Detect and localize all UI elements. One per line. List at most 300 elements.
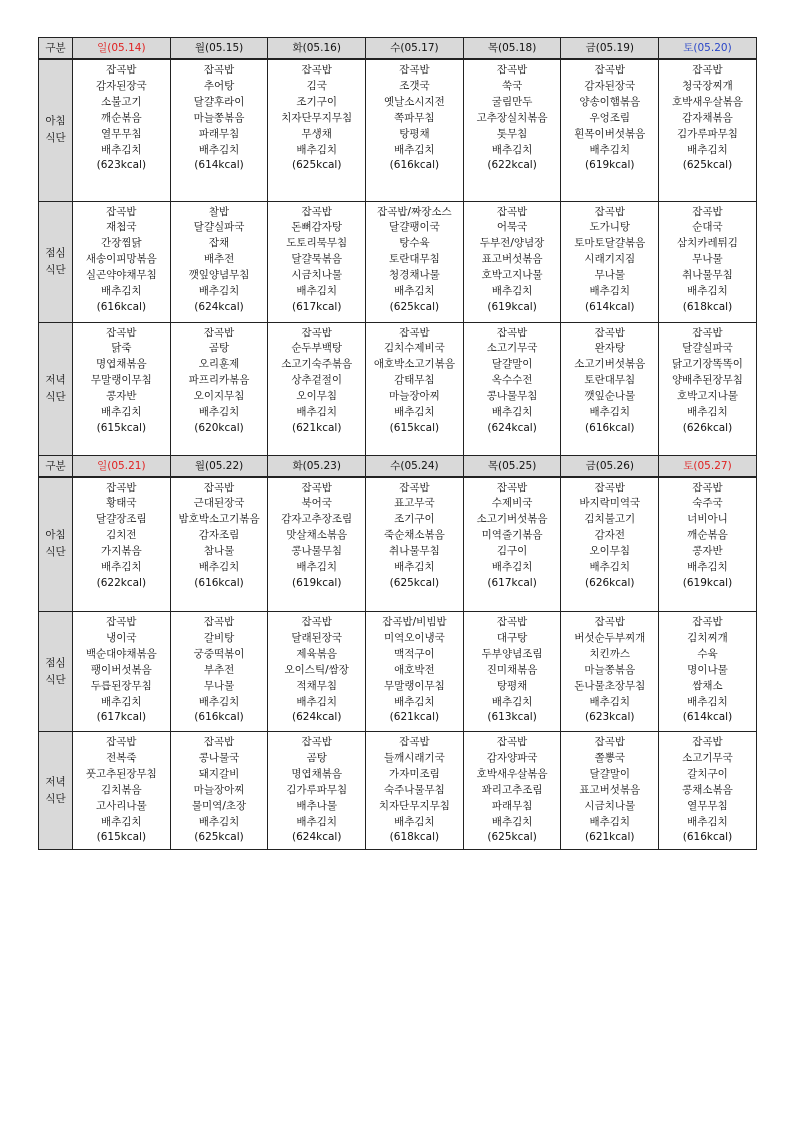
menu-item: 잡곡밥 bbox=[203, 64, 235, 76]
menu-item: 잡곡밥 bbox=[692, 326, 723, 339]
menu-cell bbox=[463, 477, 561, 612]
meal-label-text: 저녁 bbox=[45, 775, 66, 788]
day-header: 월(05.15) bbox=[170, 38, 268, 60]
menu-item: 냉이국 bbox=[106, 631, 137, 644]
menu-item: 깨순볶음 bbox=[687, 529, 728, 542]
calorie-value: (618kcal) bbox=[682, 300, 733, 313]
calorie-value: (621kcal) bbox=[389, 711, 440, 724]
menu-item: 옥수수전 bbox=[491, 374, 533, 387]
menu-item: 갈치구이 bbox=[687, 767, 728, 780]
calorie-value: (622kcal) bbox=[96, 576, 147, 589]
menu-cell bbox=[561, 59, 659, 201]
calorie-value: (616kcal) bbox=[585, 421, 635, 434]
calorie-value: (621kcal) bbox=[585, 831, 635, 844]
menu-item: 명이나물 bbox=[687, 663, 728, 676]
menu-item: 무나물 bbox=[203, 679, 235, 692]
menu-item: 잡채 bbox=[208, 237, 230, 250]
menu-item: 애호박전 bbox=[394, 663, 435, 676]
menu-item: 명엽채볶음 bbox=[291, 767, 343, 780]
menu-item: 김치불고기 bbox=[584, 513, 636, 526]
calorie-value: (624kcal) bbox=[487, 421, 537, 434]
menu-item: 돈뼈감자탕 bbox=[291, 221, 343, 234]
menu-item: 잡곡밥 bbox=[594, 616, 625, 628]
calorie-value: (619kcal) bbox=[487, 300, 537, 313]
menu-item: 배추김치 bbox=[687, 406, 728, 419]
menu-item: 배추김치 bbox=[101, 815, 142, 828]
header-label: 구분 bbox=[39, 38, 73, 60]
menu-cell bbox=[561, 322, 659, 455]
menu-item: 표고무국 bbox=[394, 497, 435, 510]
menu-item: 꽈리고추조림 bbox=[481, 783, 543, 796]
menu-item: 배추김치 bbox=[589, 406, 631, 419]
calorie-value: (614kcal) bbox=[585, 300, 635, 313]
meal-row bbox=[39, 612, 757, 732]
meal-row bbox=[39, 201, 757, 322]
menu-item: 치자단무지무침 bbox=[281, 111, 353, 124]
menu-cell bbox=[463, 732, 561, 850]
menu-item: 실곤약야채무침 bbox=[85, 269, 157, 282]
menu-item: 쪽파무침 bbox=[394, 111, 435, 124]
menu-item: 탕평채 bbox=[399, 127, 430, 140]
menu-cell bbox=[366, 477, 464, 612]
menu-cell bbox=[73, 201, 171, 322]
menu-item: 소고기버섯볶음 bbox=[574, 358, 646, 371]
menu-item: 김국 bbox=[306, 79, 327, 92]
calorie-value: (615kcal) bbox=[389, 421, 440, 434]
menu-item: 쌈채소 bbox=[692, 679, 723, 692]
menu-item: 배추김치 bbox=[296, 406, 337, 419]
calorie-value: (615kcal) bbox=[96, 421, 147, 434]
menu-cell bbox=[170, 201, 268, 322]
menu-item: 취나물무침 bbox=[682, 269, 733, 282]
menu-item: 닭고기장똑똑이 bbox=[671, 358, 743, 371]
menu-item: 두릅된장무침 bbox=[90, 679, 152, 692]
menu-item: 들깨시래기국 bbox=[383, 751, 445, 764]
calorie-value: (623kcal) bbox=[96, 159, 147, 172]
calorie-value: (617kcal) bbox=[487, 576, 537, 589]
menu-item: 배추김치 bbox=[491, 815, 533, 828]
menu-cell bbox=[366, 201, 464, 322]
menu-item: 수제비국 bbox=[491, 497, 533, 510]
menu-item: 배추김치 bbox=[491, 695, 533, 708]
meal-plan-body bbox=[39, 38, 757, 850]
menu-item: 소고기숙주볶음 bbox=[281, 358, 353, 371]
menu-item: 진미채볶음 bbox=[486, 663, 538, 676]
menu-item: 김치수제비국 bbox=[383, 342, 445, 355]
meal-row bbox=[39, 322, 757, 455]
menu-item: 참나물 bbox=[203, 545, 235, 558]
menu-item: 잡곡밥 bbox=[692, 616, 723, 628]
menu-item: 바지락미역국 bbox=[579, 497, 641, 510]
menu-item: 오리훈제 bbox=[198, 358, 240, 371]
menu-item: 잡곡밥 bbox=[203, 616, 235, 628]
menu-item: 고추장실치볶음 bbox=[476, 111, 548, 124]
menu-item: 감자된장국 bbox=[584, 79, 636, 92]
menu-item: 콩자반 bbox=[106, 390, 137, 403]
calorie-value: (620kcal) bbox=[194, 421, 244, 434]
menu-item: 조기구이 bbox=[296, 95, 337, 108]
menu-item: 곰탕 bbox=[208, 342, 230, 355]
menu-item: 잡곡밥 bbox=[692, 64, 723, 76]
menu-item: 버섯순두부찌개 bbox=[574, 631, 646, 644]
menu-item: 배추김치 bbox=[101, 695, 142, 708]
calorie-value: (614kcal) bbox=[194, 159, 244, 172]
menu-item: 대구탕 bbox=[496, 631, 528, 644]
day-header: 일(05.21) bbox=[73, 455, 171, 477]
menu-cell bbox=[73, 322, 171, 455]
calorie-value: (625kcal) bbox=[389, 576, 440, 589]
menu-item: 잡곡밥 bbox=[106, 481, 137, 494]
menu-cell bbox=[463, 322, 561, 455]
menu-item: 달래된장국 bbox=[291, 631, 343, 644]
menu-item: 잡곡밥 bbox=[106, 205, 137, 218]
menu-item: 배추김치 bbox=[491, 406, 533, 419]
menu-item: 배추김치 bbox=[198, 143, 240, 156]
menu-item: 배추김치 bbox=[198, 695, 240, 708]
menu-item: 배추김치 bbox=[589, 561, 631, 574]
menu-item: 시래기지짐 bbox=[584, 253, 636, 266]
menu-item: 곰탕 bbox=[306, 751, 327, 764]
menu-item: 맥적구이 bbox=[394, 647, 435, 660]
menu-item: 호박새우살볶음 bbox=[671, 95, 743, 108]
meal-label-text: 식단 bbox=[45, 792, 66, 805]
menu-item: 두부전/양념장 bbox=[479, 237, 545, 250]
menu-item: 달걀팽이국 bbox=[389, 221, 440, 234]
menu-item: 달걀묵볶음 bbox=[291, 253, 343, 266]
day-header: 토(05.27) bbox=[659, 455, 757, 477]
menu-item: 잡곡밥 bbox=[106, 616, 137, 628]
meal-row bbox=[39, 59, 757, 201]
meal-row bbox=[39, 477, 757, 612]
menu-item: 가자미조림 bbox=[389, 767, 440, 780]
menu-item: 잡곡밥 bbox=[692, 481, 723, 494]
menu-item: 백순대야채볶음 bbox=[85, 647, 157, 660]
menu-item: 잡곡밥 bbox=[496, 205, 528, 218]
calorie-value: (621kcal) bbox=[291, 421, 342, 434]
menu-cell bbox=[659, 322, 757, 455]
menu-item: 마늘장아찌 bbox=[193, 783, 245, 796]
menu-item: 궁중떡볶이 bbox=[193, 647, 245, 660]
menu-item: 간장찜닭 bbox=[101, 237, 142, 250]
menu-cell bbox=[170, 732, 268, 850]
meal-label bbox=[39, 612, 73, 732]
menu-item: 재첩국 bbox=[106, 221, 137, 234]
menu-cell bbox=[366, 612, 464, 732]
menu-item: 표고버섯볶음 bbox=[481, 253, 543, 266]
menu-cell bbox=[561, 477, 659, 612]
menu-item: 미역줄기볶음 bbox=[481, 529, 543, 542]
menu-item: 청국장찌개 bbox=[682, 79, 733, 92]
meal-label-text: 식단 bbox=[45, 132, 66, 145]
menu-item: 배추김치 bbox=[687, 561, 728, 574]
calorie-value: (622kcal) bbox=[487, 159, 537, 172]
menu-cell bbox=[73, 59, 171, 201]
day-header: 수(05.24) bbox=[366, 455, 464, 477]
menu-cell bbox=[659, 201, 757, 322]
menu-item: 배추김치 bbox=[296, 815, 337, 828]
menu-item: 오이무침 bbox=[589, 545, 631, 558]
calorie-value: (617kcal) bbox=[96, 711, 147, 724]
menu-item: 배추김치 bbox=[491, 561, 533, 574]
calorie-value: (624kcal) bbox=[291, 831, 342, 844]
menu-item: 맛살채소볶음 bbox=[286, 529, 348, 542]
menu-item: 달걀말이 bbox=[589, 767, 631, 780]
menu-item: 팽이버섯볶음 bbox=[90, 663, 152, 676]
menu-item: 치자단무지무침 bbox=[378, 799, 450, 812]
calorie-value: (626kcal) bbox=[585, 576, 635, 589]
meal-label-text: 식단 bbox=[45, 390, 66, 403]
menu-item: 배추김치 bbox=[296, 285, 337, 298]
menu-item: 김가루파무침 bbox=[677, 127, 738, 140]
menu-item: 잡곡밥 bbox=[399, 481, 430, 494]
menu-item: 순대국 bbox=[692, 221, 723, 234]
menu-item: 소고기버섯볶음 bbox=[476, 513, 548, 526]
menu-item: 풋고추된장무침 bbox=[85, 767, 157, 780]
menu-item: 우엉조림 bbox=[589, 111, 631, 124]
calorie-value: (613kcal) bbox=[487, 711, 537, 724]
menu-item: 배추김치 bbox=[687, 285, 728, 298]
menu-item: 애호박소고기볶음 bbox=[373, 358, 455, 371]
menu-cell bbox=[463, 612, 561, 732]
menu-item: 쫄뽕국 bbox=[594, 751, 625, 764]
menu-item: 닭죽 bbox=[111, 342, 132, 355]
menu-item: 황태국 bbox=[106, 497, 137, 510]
menu-item: 잡곡밥 bbox=[301, 326, 332, 339]
menu-cell bbox=[463, 59, 561, 201]
menu-item: 쑥국 bbox=[501, 79, 523, 92]
header-row bbox=[39, 38, 757, 60]
menu-item: 돈나물초장무침 bbox=[574, 679, 646, 692]
menu-cell bbox=[561, 732, 659, 850]
menu-item: 잡곡밥 bbox=[399, 736, 430, 748]
menu-item: 잡곡밥/비빔밥 bbox=[382, 616, 447, 628]
menu-cell bbox=[268, 477, 366, 612]
menu-item: 깻잎양념무침 bbox=[188, 269, 250, 282]
menu-item: 치킨까스 bbox=[589, 647, 631, 660]
menu-cell bbox=[73, 732, 171, 850]
menu-item: 무나물 bbox=[594, 269, 625, 282]
calorie-value: (619kcal) bbox=[682, 576, 733, 589]
menu-item: 감자조림 bbox=[198, 529, 240, 542]
menu-item: 배추전 bbox=[203, 253, 235, 266]
menu-item: 표고버섯볶음 bbox=[579, 783, 641, 796]
menu-item: 추어탕 bbox=[203, 79, 235, 92]
menu-item: 잡곡밥 bbox=[106, 64, 137, 76]
day-header: 화(05.16) bbox=[268, 38, 366, 60]
menu-item: 콩나물무침 bbox=[291, 545, 343, 558]
meal-label-text: 점심 bbox=[45, 246, 66, 259]
calorie-value: (616kcal) bbox=[389, 159, 440, 172]
menu-cell bbox=[561, 612, 659, 732]
day-header: 토(05.20) bbox=[659, 38, 757, 60]
menu-item: 밤호박소고기볶음 bbox=[178, 513, 260, 526]
menu-item: 잡곡밥 bbox=[496, 481, 528, 494]
calorie-value: (625kcal) bbox=[291, 159, 342, 172]
calorie-value: (616kcal) bbox=[194, 711, 244, 724]
menu-item: 호박고지나물 bbox=[677, 390, 738, 403]
meal-label bbox=[39, 732, 73, 850]
menu-item: 파프리카볶음 bbox=[188, 374, 250, 387]
menu-item: 도가니탕 bbox=[589, 221, 631, 234]
menu-item: 굴림만두 bbox=[491, 95, 533, 108]
menu-item: 깨순볶음 bbox=[101, 111, 142, 124]
menu-item: 배추김치 bbox=[296, 695, 337, 708]
menu-item: 취나물무침 bbox=[389, 545, 440, 558]
menu-item: 두부양념조림 bbox=[481, 647, 543, 660]
menu-item: 배추김치 bbox=[101, 143, 142, 156]
calorie-value: (625kcal) bbox=[682, 159, 733, 172]
menu-item: 어묵국 bbox=[496, 221, 528, 234]
meal-label-text: 식단 bbox=[45, 263, 66, 276]
day-header: 금(05.26) bbox=[561, 455, 659, 477]
day-header: 화(05.23) bbox=[268, 455, 366, 477]
menu-item: 톳무침 bbox=[496, 127, 528, 140]
calorie-value: (614kcal) bbox=[682, 711, 733, 724]
menu-item: 흰목이버섯볶음 bbox=[574, 127, 646, 140]
menu-item: 탕평채 bbox=[496, 679, 528, 692]
calorie-value: (625kcal) bbox=[487, 831, 537, 844]
menu-item: 잡곡밥 bbox=[594, 326, 625, 339]
calorie-value: (624kcal) bbox=[291, 711, 342, 724]
menu-item: 배추김치 bbox=[394, 695, 435, 708]
menu-item: 열무무침 bbox=[687, 799, 728, 812]
day-header: 월(05.22) bbox=[170, 455, 268, 477]
menu-item: 도토리묵무침 bbox=[286, 237, 348, 250]
menu-item: 감자양파국 bbox=[486, 751, 538, 764]
menu-item: 배추김치 bbox=[589, 815, 631, 828]
menu-item: 잡곡밥 bbox=[203, 481, 235, 494]
calorie-value: (619kcal) bbox=[585, 159, 635, 172]
menu-item: 잡곡밥 bbox=[594, 64, 625, 76]
menu-cell bbox=[659, 612, 757, 732]
calorie-value: (625kcal) bbox=[389, 300, 440, 313]
menu-item: 완자탕 bbox=[594, 342, 625, 355]
menu-item: 김치볶음 bbox=[101, 783, 142, 796]
menu-cell bbox=[463, 201, 561, 322]
menu-item: 김치전 bbox=[106, 529, 137, 542]
meal-plan-table bbox=[38, 37, 757, 850]
header-label: 구분 bbox=[39, 455, 73, 477]
menu-item: 토란대무침 bbox=[389, 253, 440, 266]
menu-item: 북어국 bbox=[301, 497, 332, 510]
menu-item: 마늘쫑볶음 bbox=[584, 663, 636, 676]
menu-item: 파래무침 bbox=[198, 127, 240, 140]
menu-item: 열무무침 bbox=[101, 127, 142, 140]
menu-cell bbox=[659, 59, 757, 201]
menu-item: 잡곡밥 bbox=[399, 326, 430, 339]
menu-item: 잡곡밥/짜장소스 bbox=[377, 205, 452, 218]
day-header: 일(05.14) bbox=[73, 38, 171, 60]
menu-item: 수육 bbox=[697, 647, 718, 660]
menu-item: 잡곡밥 bbox=[301, 205, 332, 218]
menu-item: 갈비탕 bbox=[203, 631, 235, 644]
menu-item: 배추김치 bbox=[101, 561, 142, 574]
menu-item: 콩자반 bbox=[692, 545, 723, 558]
menu-cell bbox=[561, 201, 659, 322]
menu-item: 청경채나물 bbox=[389, 269, 440, 282]
meal-label bbox=[39, 322, 73, 455]
menu-item: 오이스틱/쌈장 bbox=[284, 663, 349, 676]
meal-label-text: 식단 bbox=[45, 673, 66, 686]
menu-item: 콩나물무침 bbox=[486, 390, 538, 403]
menu-item: 잡곡밥 bbox=[594, 205, 625, 218]
menu-item: 마늘장아찌 bbox=[389, 390, 440, 403]
menu-item: 찰밥 bbox=[208, 205, 230, 218]
menu-cell bbox=[170, 477, 268, 612]
menu-item: 달걀후라이 bbox=[193, 95, 245, 108]
menu-cell bbox=[268, 59, 366, 201]
meal-label bbox=[39, 201, 73, 322]
menu-item: 잡곡밥 bbox=[496, 64, 528, 76]
menu-item: 상추겉절이 bbox=[291, 374, 343, 387]
menu-item: 배추김치 bbox=[394, 143, 435, 156]
menu-item: 소고기무국 bbox=[682, 751, 733, 764]
menu-item: 감자고추장조림 bbox=[281, 513, 353, 526]
menu-item: 달걀실파국 bbox=[682, 342, 733, 355]
menu-item: 조갯국 bbox=[399, 79, 430, 92]
menu-item: 돼지갈비 bbox=[198, 767, 240, 780]
menu-item: 양배추된장무침 bbox=[671, 374, 743, 387]
menu-item: 소불고기 bbox=[101, 95, 142, 108]
menu-item: 콩채소볶음 bbox=[682, 783, 733, 796]
menu-item: 명엽채볶음 bbox=[95, 358, 147, 371]
menu-item: 김가루파무침 bbox=[286, 783, 348, 796]
calorie-value: (624kcal) bbox=[194, 300, 244, 313]
menu-item: 감자된장국 bbox=[95, 79, 147, 92]
menu-item: 시금치나물 bbox=[291, 269, 343, 282]
menu-item: 배추김치 bbox=[589, 285, 631, 298]
menu-item: 호박고지나물 bbox=[481, 269, 543, 282]
menu-item: 잡곡밥 bbox=[399, 64, 430, 76]
meal-row bbox=[39, 732, 757, 850]
menu-item: 배추김치 bbox=[491, 285, 533, 298]
meal-label bbox=[39, 59, 73, 201]
menu-item: 감자채볶음 bbox=[682, 111, 733, 124]
menu-item: 잡곡밥 bbox=[301, 616, 332, 628]
menu-item: 무생채 bbox=[301, 127, 332, 140]
calorie-value: (616kcal) bbox=[96, 300, 147, 313]
menu-item: 달걀장조림 bbox=[95, 513, 147, 526]
calorie-value: (616kcal) bbox=[194, 576, 244, 589]
menu-item: 오이지무침 bbox=[193, 390, 245, 403]
menu-item: 조기구이 bbox=[394, 513, 435, 526]
menu-item: 가지볶음 bbox=[101, 545, 142, 558]
menu-item: 배추김치 bbox=[687, 695, 728, 708]
menu-item: 제육볶음 bbox=[296, 647, 337, 660]
meal-label-text: 아침 bbox=[45, 529, 66, 542]
menu-cell bbox=[366, 59, 464, 201]
menu-item: 시금치나물 bbox=[584, 799, 636, 812]
menu-cell bbox=[268, 732, 366, 850]
menu-item: 김치찌개 bbox=[687, 631, 728, 644]
menu-item: 배추김치 bbox=[394, 561, 435, 574]
menu-item: 배추김치 bbox=[589, 695, 631, 708]
menu-item: 감자전 bbox=[594, 529, 625, 542]
menu-item: 배추김치 bbox=[198, 285, 240, 298]
menu-item: 배추김치 bbox=[198, 815, 240, 828]
menu-item: 깻잎순나물 bbox=[584, 390, 636, 403]
menu-item: 무나물 bbox=[692, 253, 723, 266]
meal-label bbox=[39, 477, 73, 612]
menu-item: 배추김치 bbox=[394, 406, 435, 419]
meal-label-text: 점심 bbox=[45, 656, 66, 669]
day-header: 목(05.25) bbox=[463, 455, 561, 477]
day-header: 목(05.18) bbox=[463, 38, 561, 60]
calorie-value: (625kcal) bbox=[194, 831, 244, 844]
menu-item: 잡곡밥 bbox=[496, 736, 528, 748]
menu-item: 잡곡밥 bbox=[692, 205, 723, 218]
menu-item: 배추김치 bbox=[589, 143, 631, 156]
